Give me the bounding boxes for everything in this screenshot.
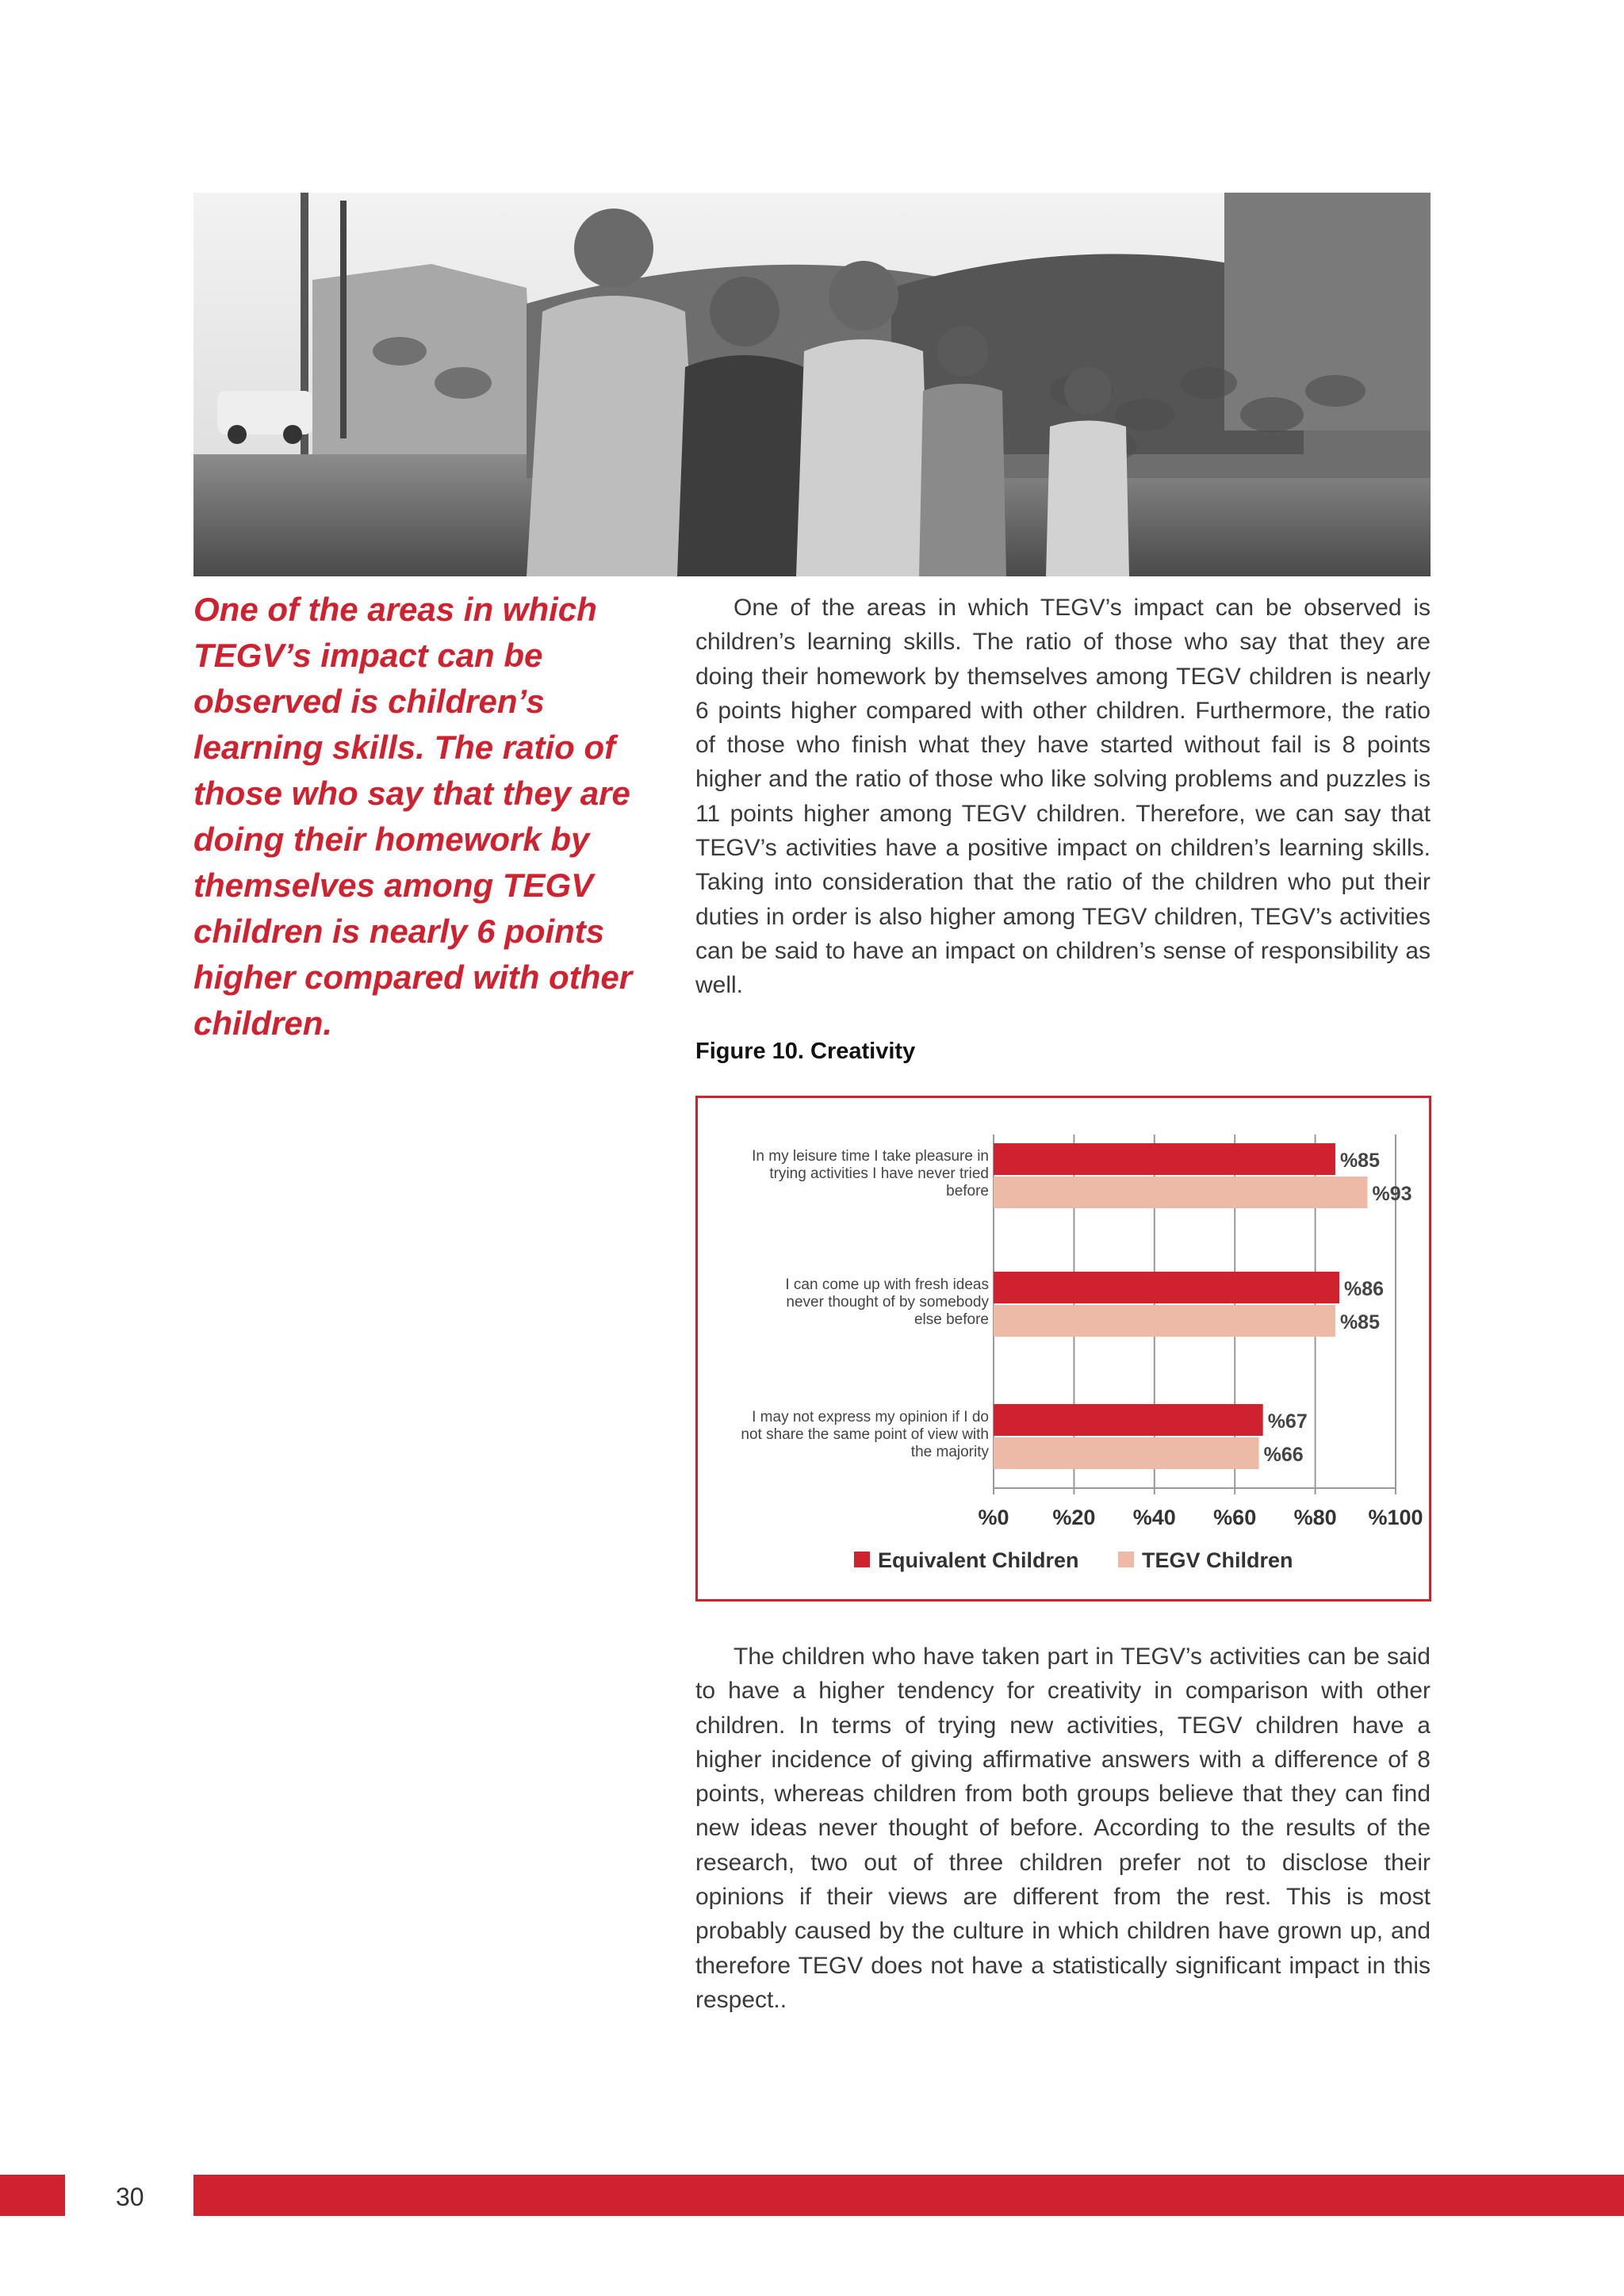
legend-swatch xyxy=(854,1552,870,1567)
footer-bar-right xyxy=(193,2175,1624,2216)
legend-swatch xyxy=(1118,1552,1134,1567)
bar-equivalent xyxy=(994,1272,1339,1303)
bar-tegv xyxy=(994,1305,1335,1337)
data-label: %93 xyxy=(1372,1183,1412,1205)
paragraph-learning-skills: One of the areas in which TEGV’s impact can be observed is children’s learning skills. The ratio of those who say that they are doing their homework by themselves among TEGV children is nearly 6 points higher compared with other children. Furthermore, the ratio of those who finish what they have started without fail is 8 points higher and the ratio of those who like solving problems and puzzles is 11 points higher among TEGV children. Therefore, we can say that TEGV’s activities have a positive impact on children’s learning skills. Taking into consideration that the ratio of the children who put their duties in order is also higher among TEGV children, TEGV’s activities can be said to have an impact on children’s sense of responsibility as well. xyxy=(695,595,1431,999)
category-label: trying activities I have never tried xyxy=(769,1165,989,1182)
data-label: %66 xyxy=(1263,1444,1304,1466)
page-number: 30 xyxy=(116,2183,144,2211)
bar-equivalent xyxy=(994,1404,1263,1436)
category-label: I may not express my opinion if I do xyxy=(752,1409,989,1425)
legend-label: TEGV Children xyxy=(1142,1548,1293,1572)
legend-label: Equivalent Children xyxy=(878,1548,1079,1572)
footer-bar-left xyxy=(0,2175,65,2216)
data-label: %85 xyxy=(1339,1311,1380,1334)
category-label: else before xyxy=(914,1311,989,1328)
x-tick-label: %60 xyxy=(1213,1506,1257,1529)
category-label: In my leisure time I take pleasure in xyxy=(752,1148,989,1165)
bar-tegv xyxy=(994,1437,1259,1469)
bar-tegv xyxy=(994,1177,1368,1208)
x-tick-label: %40 xyxy=(1132,1506,1176,1529)
pull-quote: One of the areas in which TEGV’s impact can be observed is children’s learning skills. The ratio of those who say that they are doing their homework by themselves among TEGV children is nearly 6 points higher compared with other children. xyxy=(193,591,633,1042)
creativity-chart xyxy=(695,1096,1431,1601)
data-label: %86 xyxy=(1344,1278,1385,1300)
paragraph-creativity: The children who have taken part in TEGV’s activities can be said to have a higher tendency for creativity in comparison with other children. In terms of trying new activities, TEGV children have a higher incidence of giving affirmative answers with a difference of 8 points, whereas children from both groups believe that they can find new ideas never thought of before. According to the results of the research, two out of three children prefer not to disclose their opinions if their views are different from the rest. This is most probably caused by the culture in which children have grown up, and therefore TEGV does not have a statistically significant impact in this respect.. xyxy=(695,1644,1431,2013)
children-photo-illustration xyxy=(193,193,1431,576)
category-label: never thought of by somebody xyxy=(786,1294,989,1311)
category-label: I can come up with fresh ideas xyxy=(785,1276,989,1293)
data-label: %67 xyxy=(1267,1410,1308,1433)
x-tick-label: %100 xyxy=(1368,1506,1423,1529)
category-label: the majority xyxy=(910,1444,989,1460)
x-tick-label: %20 xyxy=(1052,1506,1096,1529)
x-tick-label: %80 xyxy=(1293,1506,1337,1529)
category-label: not share the same point of view with xyxy=(741,1426,989,1443)
data-label: %85 xyxy=(1339,1150,1380,1172)
creativity-bar-chart xyxy=(698,1098,1429,1599)
figure-caption: Figure 10. Creativity xyxy=(695,1039,916,1064)
header-photo xyxy=(193,193,1431,576)
x-tick-label: %0 xyxy=(978,1506,1009,1529)
bar-equivalent xyxy=(994,1143,1335,1175)
category-label: before xyxy=(946,1183,989,1200)
